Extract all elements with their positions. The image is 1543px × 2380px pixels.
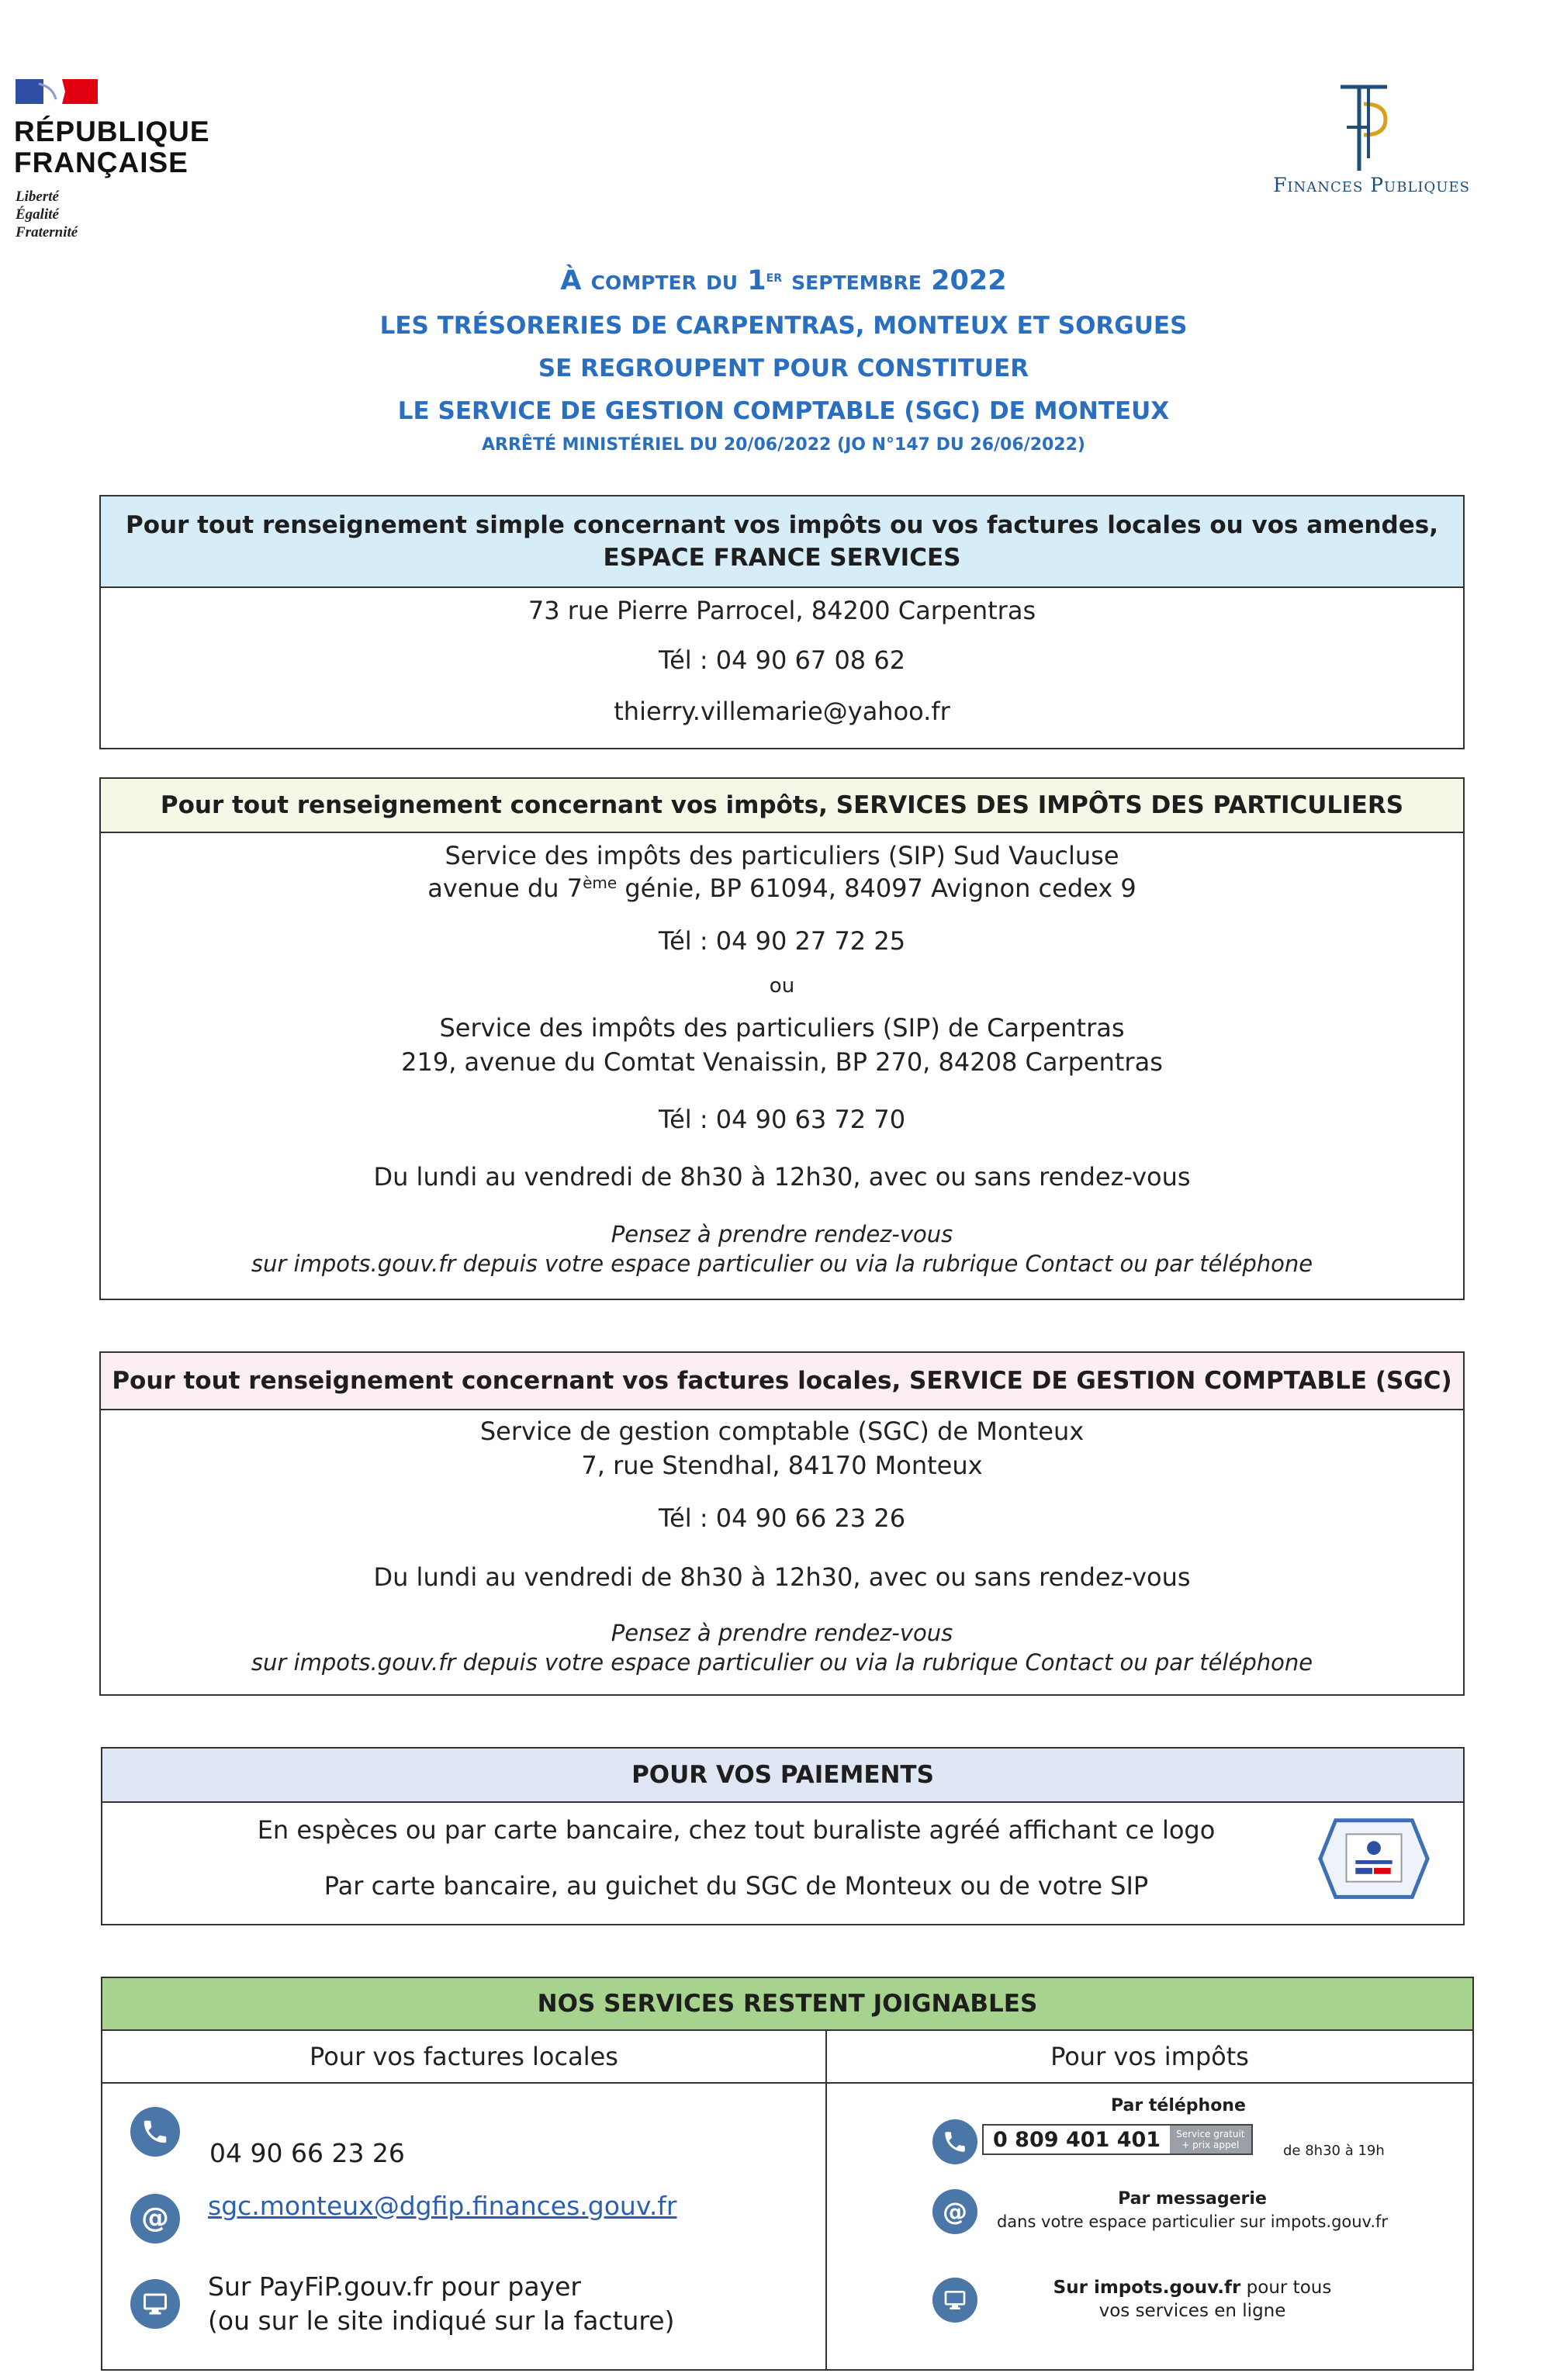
- sip-or: ou: [769, 974, 795, 998]
- title-line-regroup: SE REGROUPENT POUR CONSTITUER: [538, 355, 1029, 382]
- title-line-treasuries: LES TRÉSORERIES DE CARPENTRAS, MONTEUX ET SORGUES: [379, 312, 1188, 340]
- reachable-col-right-title: Pour vos impôts: [1050, 2042, 1249, 2071]
- title-date: À compter du 1er septembre 2022: [560, 265, 1007, 296]
- at-sign-icon: @: [130, 2194, 180, 2243]
- sgc-header: Pour tout renseignement concernant vos factures locales, SERVICE DE GESTION COMPTABLE (SGC): [101, 1353, 1463, 1410]
- sip1-address: avenue du 7ème génie, BP 61094, 84097 Avignon cedex 9: [427, 873, 1136, 903]
- phone-icon: [932, 2119, 977, 2164]
- sgc-name: Service de gestion comptable (SGC) de Monteux: [479, 1417, 1085, 1446]
- france-services-address: 73 rue Pierre Parrocel, 84200 Carpentras: [528, 596, 1036, 625]
- at-sign-icon: @: [932, 2189, 977, 2234]
- france-services-header: Pour tout renseignement simple concernant vos impôts ou vos factures locales ou vos amendes, ESPACE FRANCE SERVICES: [101, 496, 1463, 588]
- reachable-box: [101, 1977, 1474, 2371]
- sip-header: Pour tout renseignement concernant vos impôts, SERVICES DES IMPÔTS DES PARTICULIERS: [101, 779, 1463, 833]
- sgc-phone: Tél : 04 90 66 23 26: [658, 1503, 906, 1533]
- france-services-email: thierry.villemarie@yahoo.fr: [614, 697, 950, 726]
- right-web-text: Sur impots.gouv.fr pour tous vos services en ligne: [1053, 2278, 1332, 2321]
- sip1-name: Service des impôts des particuliers (SIP) Sud Vaucluse: [445, 841, 1119, 870]
- republic-motto: Liberté Égalité Fraternité: [16, 189, 78, 240]
- left-email-link[interactable]: sgc.monteux@dgfip.finances.gouv.fr: [208, 2191, 677, 2221]
- marianne-flag-logo: [16, 76, 98, 107]
- right-msg-text: dans votre espace particulier sur impots.gouv.fr: [996, 2212, 1389, 2231]
- sgc-hours: Du lundi au vendredi de 8h30 à 12h30, avec ou sans rendez-vous: [373, 1562, 1191, 1592]
- right-phone-number: 0 809 401 401 Service gratuit + prix appel: [982, 2124, 1253, 2155]
- sip2-name: Service des impôts des particuliers (SIP) de Carpentras: [439, 1013, 1125, 1043]
- finances-publiques-name: Finances Publiques: [1273, 174, 1470, 196]
- phone-cost-badge: Service gratuit + prix appel: [1170, 2126, 1251, 2153]
- france-services-box: [99, 495, 1465, 749]
- sgc-rdv-line1: Pensez à prendre rendez-vous: [611, 1620, 953, 1646]
- reachable-col-left-title: Pour vos factures locales: [310, 2042, 618, 2071]
- payments-header: POUR VOS PAIEMENTS: [102, 1749, 1463, 1803]
- finances-publiques-logo: [1336, 81, 1392, 174]
- right-msg-title: Par messagerie: [1118, 2189, 1267, 2209]
- computer-icon: [130, 2279, 180, 2329]
- payments-line2: Par carte bancaire, au guichet du SGC de Monteux ou de votre SIP: [323, 1871, 1149, 1901]
- sip-box: [99, 777, 1465, 1300]
- sip-hours: Du lundi au vendredi de 8h30 à 12h30, avec ou sans rendez-vous: [373, 1162, 1191, 1192]
- left-web-text: Sur PayFiP.gouv.fr pour payer (ou sur le site indiqué sur la facture): [208, 2271, 675, 2336]
- left-phone-number: 04 90 66 23 26: [209, 2138, 405, 2168]
- france-services-phone: Tél : 04 90 67 08 62: [658, 645, 906, 675]
- sip2-address: 219, avenue du Comtat Venaissin, BP 270, 84208 Carpentras: [401, 1047, 1163, 1077]
- sip2-phone: Tél : 04 90 63 72 70: [658, 1105, 906, 1134]
- sip-rdv-line1: Pensez à prendre rendez-vous: [611, 1221, 953, 1247]
- sip1-phone: Tél : 04 90 27 72 25: [658, 926, 906, 956]
- right-phone-hours: de 8h30 à 19h: [1283, 2143, 1385, 2159]
- title-line-sgc: LE SERVICE DE GESTION COMPTABLE (SGC) DE MONTEUX: [397, 397, 1170, 425]
- title-decree: ARRÊTÉ MINISTÉRIEL DU 20/06/2022 (JO N°147 DU 26/06/2022): [482, 435, 1085, 455]
- phone-icon: [130, 2107, 180, 2157]
- sip-rdv-line2: sur impots.gouv.fr depuis votre espace particulier ou via la rubrique Contact ou par téléphone: [251, 1251, 1313, 1277]
- computer-icon: [932, 2278, 977, 2323]
- republic-name: RÉPUBLIQUE FRANÇAISE: [14, 116, 210, 178]
- reachable-header: NOS SERVICES RESTENT JOIGNABLES: [102, 1978, 1472, 2031]
- sgc-box: [99, 1351, 1465, 1696]
- payments-line1: En espèces ou par carte bancaire, chez tout buraliste agréé affichant ce logo: [257, 1815, 1216, 1845]
- sgc-address: 7, rue Stendhal, 84170 Monteux: [581, 1451, 983, 1480]
- tobacconist-payment-logo: [1313, 1812, 1435, 1905]
- payments-box: [101, 1747, 1465, 1925]
- right-phone-title: Par téléphone: [1111, 2096, 1246, 2115]
- sgc-rdv-line2: sur impots.gouv.fr depuis votre espace particulier ou via la rubrique Contact ou par téléphone: [251, 1649, 1313, 1676]
